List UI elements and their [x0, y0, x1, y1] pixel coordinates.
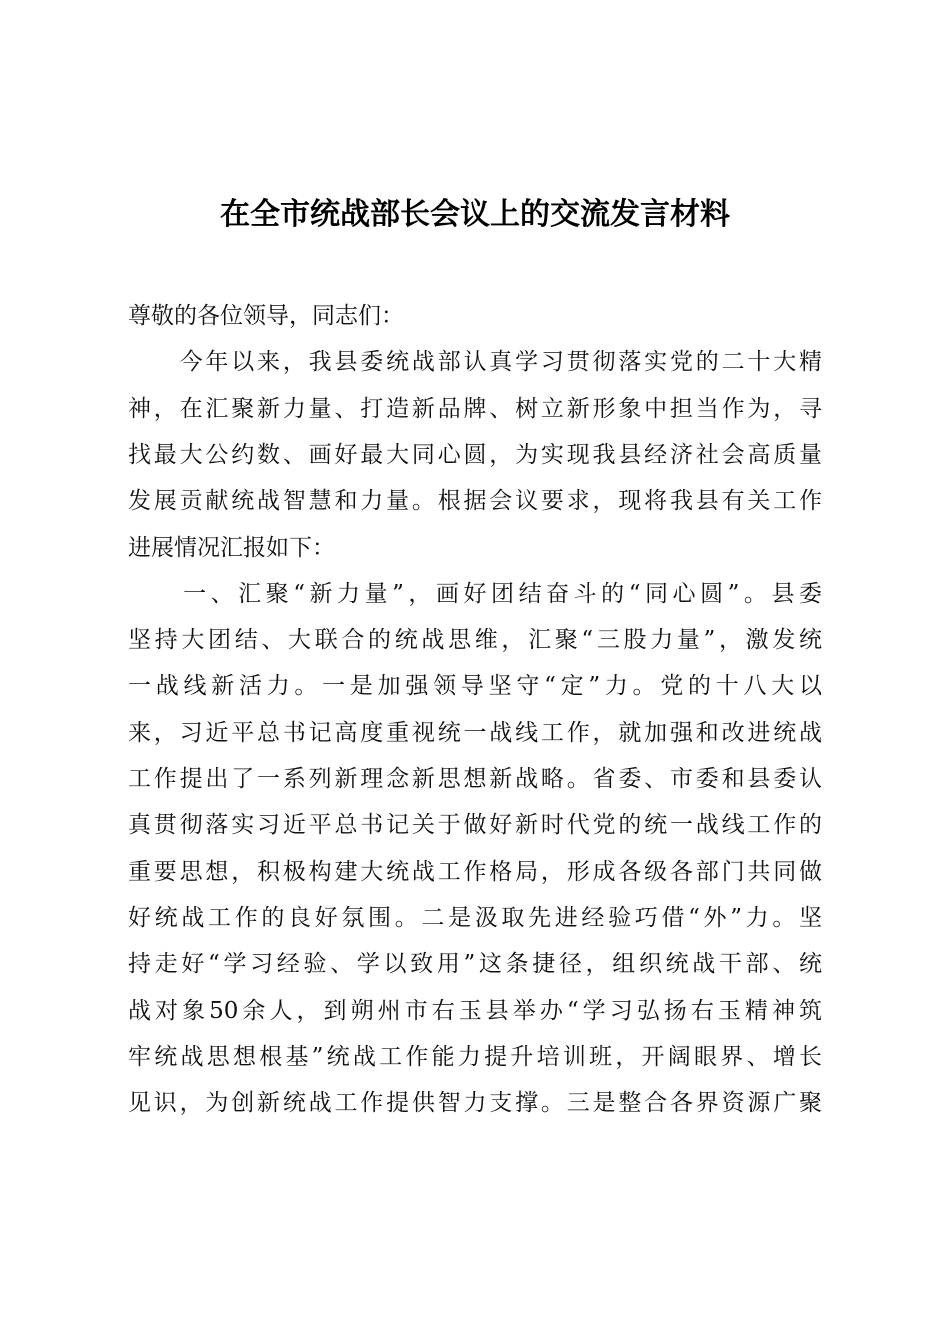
paragraph-line: 来，习近平总书记高度重视统一战线工作，就加强和改进统战 — [128, 719, 822, 746]
paragraph-line: 牢统战思想根基”统战工作能力提升培训班，开阔眼界、增长 — [128, 1043, 822, 1070]
paragraph-line: 持走好“学习经验、学以致用”这条捷径，组织统战干部、统 — [128, 951, 822, 978]
paragraph-line: 坚持大团结、大联合的统战思维，汇聚“三股力量”，激发统 — [128, 627, 822, 654]
paragraph-line: 见识，为创新统战工作提供智力支撑。三是整合各界资源广聚 — [128, 1090, 822, 1117]
paragraph-line: 战对象50余人，到朔州市右玉县举办“学习弘扬右玉精神筑 — [128, 997, 822, 1024]
paragraph-line: 真贯彻落实习近平总书记关于做好新时代党的统一战线工作的 — [128, 812, 822, 839]
paragraph-line: 神，在汇聚新力量、打造新品牌、树立新形象中担当作为，寻 — [128, 395, 822, 422]
paragraph-line: 进展情况汇报如下： — [128, 534, 335, 561]
document-title: 在全市统战部长会议上的交流发言材料 — [220, 197, 730, 232]
paragraph-line: 重要思想，积极构建大统战工作格局，形成各级各部门共同做 — [128, 858, 822, 885]
paragraph-line: 今年以来，我县委统战部认真学习贯彻落实党的二十大精 — [128, 349, 822, 376]
section-heading-line: 一、汇聚“新力量”，画好团结奋斗的“同心圆”。县委 — [128, 580, 822, 607]
paragraph-line: 找最大公约数、画好最大同心圆，为实现我县经济社会高质量 — [128, 441, 822, 468]
paragraph-line: 一战线新活力。一是加强领导坚守“定”力。党的十八大以 — [128, 673, 822, 700]
salutation: 尊敬的各位领导，同志们： — [128, 303, 404, 329]
paragraph-line: 工作提出了一系列新理念新思想新战略。省委、市委和县委认 — [128, 766, 822, 792]
paragraph-line: 发展贡献统战智慧和力量。根据会议要求，现将我县有关工作 — [128, 488, 822, 515]
paragraph-line: 好统战工作的良好氛围。二是汲取先进经验巧借“外”力。坚 — [128, 904, 822, 931]
